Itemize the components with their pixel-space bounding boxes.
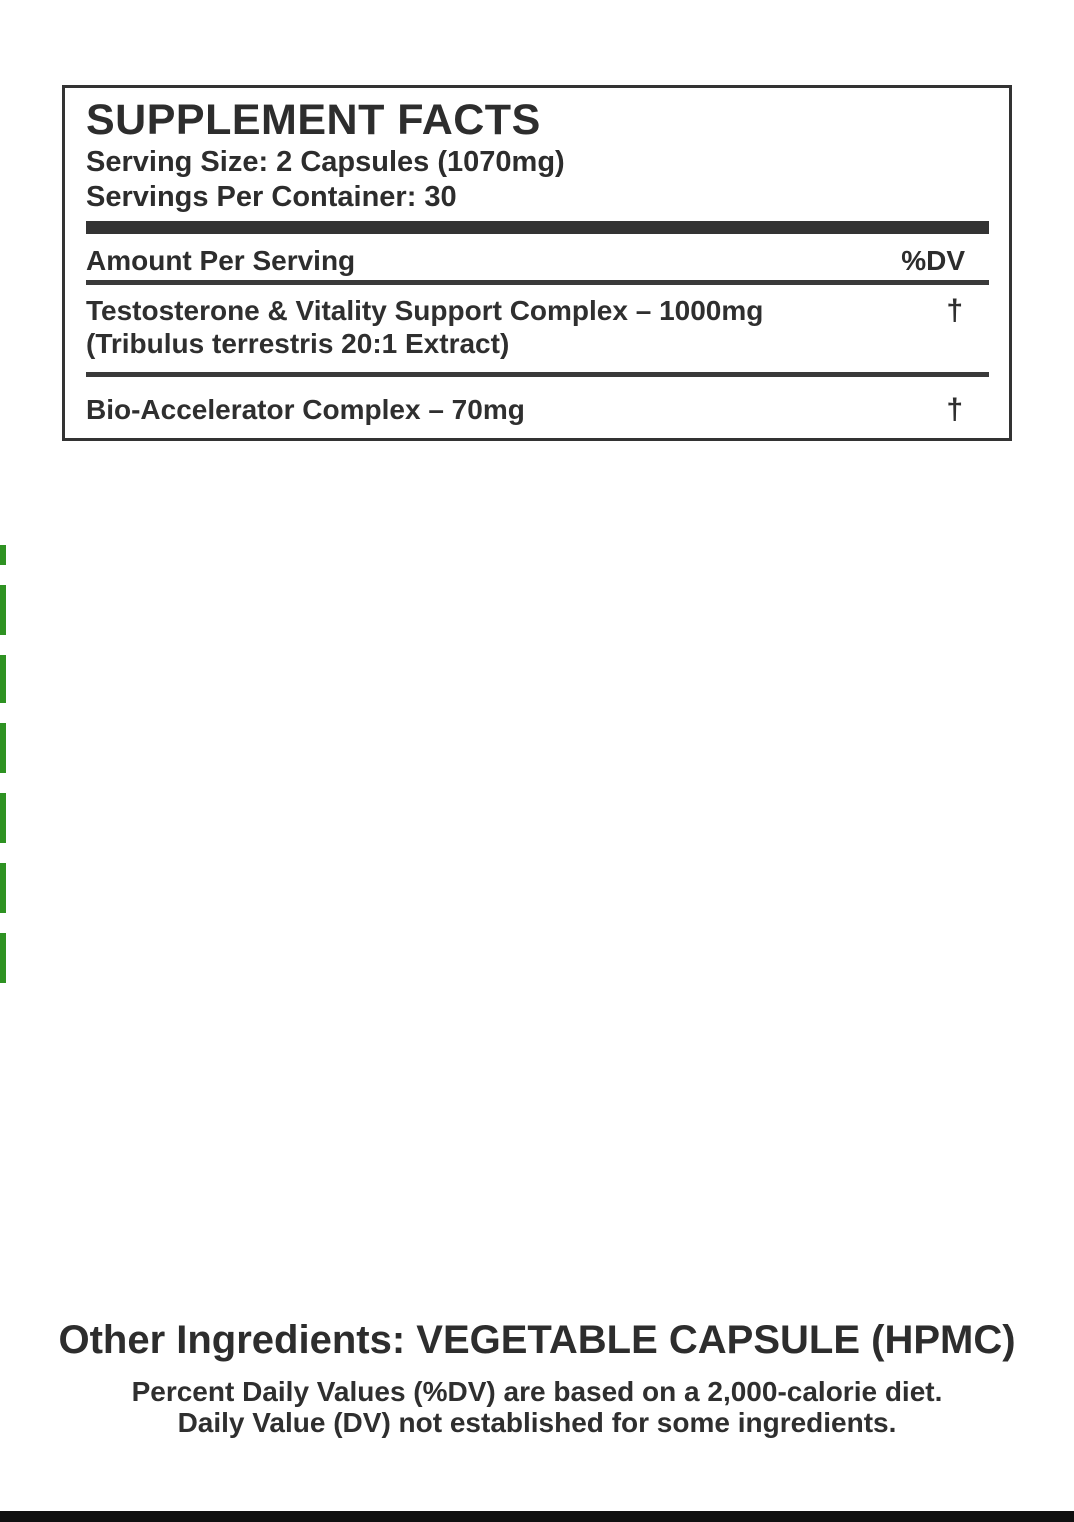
panel-title: SUPPLEMENT FACTS bbox=[86, 96, 541, 144]
green-dash bbox=[0, 933, 6, 983]
percent-dv-header: %DV bbox=[901, 244, 965, 276]
other-ingredients-text: Other Ingredients: VEGETABLE CAPSULE (HPMC) bbox=[58, 1318, 1016, 1362]
dv-note-line-1: Percent Daily Values (%DV) are based on a 2,000-calorie diet. bbox=[131, 1376, 943, 1407]
dv-note-line-2: Daily Value (DV) not established for some ingredients. bbox=[177, 1407, 897, 1438]
thick-divider bbox=[86, 221, 989, 234]
ingredient-detail: (Tribulus terrestris 20:1 Extract) bbox=[86, 328, 510, 360]
dagger-symbol: † bbox=[946, 293, 963, 327]
servings-per-container-text: Servings Per Container: 30 bbox=[86, 180, 457, 213]
footer-text-block bbox=[0, 1318, 1074, 1438]
supplement-facts-panel bbox=[62, 85, 1012, 441]
dv-notes bbox=[0, 1376, 1074, 1438]
serving-size-text: Serving Size: 2 Capsules (1070mg) bbox=[86, 146, 565, 179]
column-header-row bbox=[86, 234, 989, 280]
green-dash bbox=[0, 863, 6, 913]
green-dash bbox=[0, 793, 6, 843]
table-row bbox=[86, 377, 989, 427]
green-dash bbox=[0, 655, 6, 703]
bottom-black-bar bbox=[0, 1511, 1074, 1522]
green-dash bbox=[0, 545, 6, 565]
dagger-symbol: † bbox=[946, 393, 963, 427]
ingredient-name: Bio-Accelerator Complex – 70mg bbox=[86, 394, 525, 426]
ingredient-name: Testosterone & Vitality Support Complex – 1000mg bbox=[86, 294, 764, 326]
green-dash bbox=[0, 723, 6, 773]
green-dash bbox=[0, 585, 6, 635]
amount-per-serving-header: Amount Per Serving bbox=[86, 244, 356, 276]
table-row bbox=[86, 285, 989, 372]
